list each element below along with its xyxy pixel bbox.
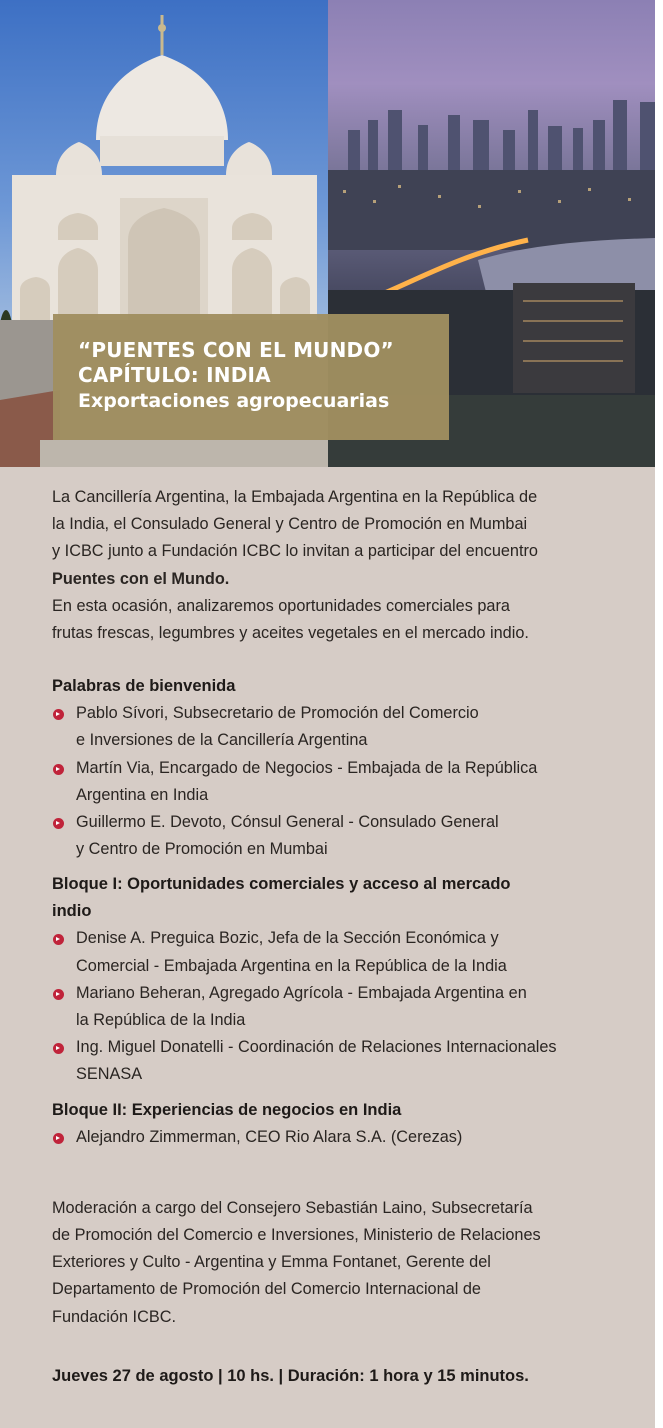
section-title: indio (52, 902, 92, 921)
intro-line: y ICBC junto a Fundación ICBC lo invitan a participar del encuentro (52, 542, 538, 561)
list-item: Alejandro Zimmerman, CEO Rio Alara S.A. (Cerezas) (52, 1124, 627, 1151)
intro-line: frutas frescas, legumbres y aceites vegetales en el mercado indio. (52, 624, 529, 643)
bullet-arrow-icon (53, 764, 64, 775)
event-chapter: CAPÍTULO: INDIA (78, 363, 271, 387)
section-welcome (52, 673, 627, 863)
event-title-box (53, 314, 449, 440)
bullet-arrow-icon (53, 709, 64, 720)
event-subtitle: Exportaciones agropecuarias (78, 390, 390, 412)
section-bloque-1 (52, 871, 627, 1088)
list-item: Guillermo E. Devoto, Cónsul General - Consulado General y Centro de Promoción en Mumbai (52, 809, 627, 863)
intro-line: La Cancillería Argentina, la Embajada Argentina en la República de (52, 488, 538, 506)
intro-line: En esta ocasión, analizaremos oportunidades comerciales para (52, 596, 510, 615)
bullet-arrow-icon (53, 1043, 64, 1054)
event-title: “PUENTES CON EL MUNDO” (78, 338, 394, 362)
bullet-arrow-icon (53, 934, 64, 945)
event-schedule: Jueves 27 de agosto | 10 hs. | Duración: 1 hora y 15 minutos. (52, 1366, 529, 1385)
bullet-arrow-icon (53, 1133, 64, 1144)
section-bloque-2 (52, 1097, 627, 1151)
list-item: Denise A. Preguica Bozic, Jefa de la Sección Económica y Comercial - Embajada Argentina en la República de la India (52, 925, 627, 979)
bullet-arrow-icon (53, 818, 64, 829)
intro-line: la India, el Consulado General y Centro de Promoción en Mumbai (52, 515, 528, 534)
speaker-list (52, 925, 627, 1088)
list-item: Pablo Sívori, Subsecretario de Promoción del Comercio e Inversiones de la Cancillería Argentina (52, 700, 627, 754)
speaker-list (52, 1124, 627, 1151)
hero-banner (0, 0, 655, 467)
list-item: Ing. Miguel Donatelli - Coordinación de Relaciones Internacionales SENASA (52, 1034, 627, 1088)
bullet-arrow-icon (53, 989, 64, 1000)
section-title: Bloque II: Experiencias de negocios en India (52, 1100, 402, 1119)
intro-text (52, 484, 627, 647)
section-title: Palabras de bienvenida (52, 677, 236, 696)
invitation-body (52, 484, 627, 1390)
section-title: Bloque I: Oportunidades comerciales y acceso al mercado (52, 875, 511, 894)
list-item: Martín Via, Encargado de Negocios - Embajada de la República Argentina en India (52, 755, 627, 809)
moderation-text: Moderación a cargo del Consejero Sebastián Laino, Subsecretaría de Promoción del Comercio e Inversiones, Ministerio de Relaciones Exteriores y Culto - Argentina y Emma Fontanet, Gerente del Departamento de Promoción del Comercio Internacional de Fundación ICBC. (52, 1198, 541, 1326)
speaker-list (52, 700, 627, 863)
event-name: Puentes con el Mundo. (52, 569, 230, 588)
list-item: Mariano Beheran, Agregado Agrícola - Embajada Argentina en la República de la India (52, 980, 627, 1034)
